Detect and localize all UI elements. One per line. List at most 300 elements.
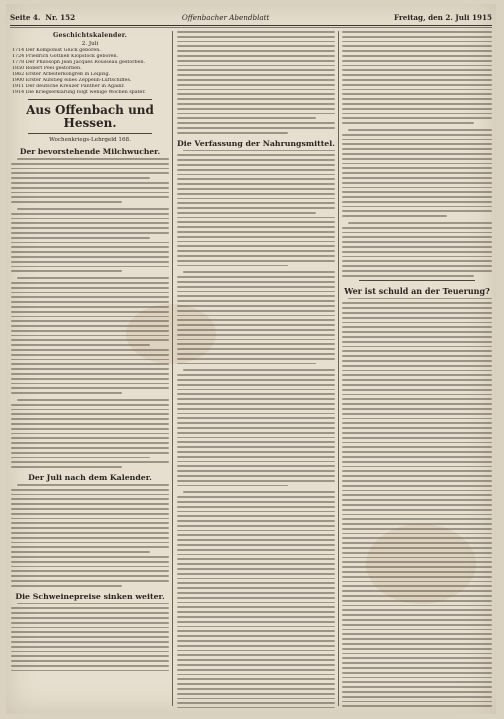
text-line: [342, 576, 492, 578]
text-line: [11, 251, 169, 253]
column-separator: [338, 31, 339, 706]
text-line: [177, 496, 335, 498]
text-line: [177, 117, 316, 119]
text-line: [11, 354, 169, 356]
text-line: [342, 322, 492, 324]
divider: [28, 99, 152, 100]
text-line: [177, 348, 335, 350]
page-header: [10, 10, 492, 24]
text-line: [342, 251, 492, 253]
text-line: [11, 452, 169, 454]
text-line: [342, 427, 492, 429]
text-line: [342, 241, 492, 243]
text-line: [177, 41, 335, 43]
text-line: [342, 370, 492, 372]
text-line: [177, 295, 335, 297]
text-line: [342, 93, 492, 95]
text-line: [348, 222, 492, 224]
header-rule-thin: [10, 27, 492, 28]
text-line: [342, 55, 492, 57]
text-line: [342, 514, 492, 516]
text-line: [177, 515, 335, 517]
text-line: [177, 45, 335, 47]
text-line: [342, 398, 492, 400]
text-line: [342, 270, 492, 272]
text-line: [177, 568, 335, 570]
text-line: [342, 509, 492, 511]
text-line: [342, 206, 492, 208]
text-line: [342, 609, 492, 611]
text-line: [177, 592, 335, 594]
text-line: [177, 164, 335, 166]
text-line: [177, 688, 335, 690]
text-line: [177, 408, 335, 410]
text-line: [11, 292, 169, 294]
text-line: [11, 287, 169, 289]
text-line: [342, 227, 492, 229]
text-line: [342, 50, 492, 52]
text-line: [11, 320, 169, 322]
text-line: [11, 256, 169, 258]
calendar-entry: 1914 Die Kriegserklärung folgt wenige Wochen später.: [12, 90, 146, 95]
text-line: [342, 466, 492, 468]
text-line: [177, 506, 335, 508]
text-line: [177, 250, 335, 252]
text-line: [11, 532, 169, 534]
text-line: [11, 466, 122, 468]
text-line: [177, 413, 335, 415]
section-subline: Wochenkriegs-Lehrgeld 168.: [49, 137, 131, 143]
text-line: [11, 335, 169, 337]
text-line: [177, 645, 335, 647]
text-line: [11, 270, 122, 272]
text-line: [342, 113, 492, 115]
text-line: [342, 523, 492, 525]
text-line: [177, 650, 335, 652]
text-line: [342, 418, 492, 420]
text-line: [177, 384, 335, 386]
text-line: [342, 317, 492, 319]
text-line: [342, 542, 492, 544]
text-line: [177, 403, 335, 405]
text-line: [177, 69, 335, 71]
text-line: [11, 168, 169, 170]
text-line: [177, 198, 335, 200]
text-line: [342, 590, 492, 592]
text-line: [177, 188, 335, 190]
text-line: [177, 475, 335, 477]
text-line: [342, 134, 492, 136]
text-line: [342, 201, 492, 203]
text-line: [177, 339, 335, 341]
text-line: [11, 359, 169, 361]
text-line: [177, 353, 335, 355]
text-line: [177, 319, 335, 321]
text-line: [11, 522, 169, 524]
newspaper-page: [6, 4, 496, 714]
column-2: [176, 31, 336, 708]
article-title: Der Juli nach dem Kalender.: [28, 473, 152, 482]
text-line: [177, 265, 288, 267]
text-line: [177, 324, 335, 326]
text-line: [177, 98, 335, 100]
text-line: [342, 528, 492, 530]
text-line: [11, 518, 169, 520]
text-line: [342, 571, 492, 573]
text-line: [342, 389, 492, 391]
text-line: [342, 143, 492, 145]
article-body: [11, 603, 169, 672]
calendar-entry: 1714 Der Komponist Gluck geboren.: [12, 48, 101, 53]
text-line: [177, 374, 335, 376]
article-body: [11, 484, 169, 587]
text-line: [342, 696, 492, 698]
text-line: [177, 65, 335, 67]
text-line: [177, 329, 335, 331]
text-line: [342, 336, 492, 338]
text-line: [177, 305, 335, 307]
text-line: [177, 286, 335, 288]
text-line: [11, 612, 169, 614]
text-line: [342, 36, 492, 38]
text-line: [11, 537, 169, 539]
text-line: [177, 36, 335, 38]
text-line: [11, 201, 122, 203]
column-1: [10, 31, 170, 708]
text-line: [177, 664, 335, 666]
text-line: [342, 191, 492, 193]
text-line: [11, 213, 169, 215]
text-line: [177, 169, 335, 171]
text-line: [11, 641, 169, 643]
text-line: [342, 585, 492, 587]
text-line: [11, 227, 169, 229]
text-line: [177, 640, 335, 642]
text-line: [342, 384, 492, 386]
text-line: [177, 554, 335, 556]
text-line: [342, 84, 492, 86]
text-line: [342, 158, 492, 160]
text-line: [11, 261, 169, 263]
text-line: [342, 595, 492, 597]
article-body: [177, 150, 335, 708]
calendar-entry: 1900 Erster Aufstieg eines Zeppelin-Luftschiffes.: [12, 78, 132, 83]
text-line: [11, 409, 169, 411]
text-line: [11, 182, 169, 184]
text-line: [342, 232, 492, 234]
text-line: [342, 485, 492, 487]
text-line: [11, 513, 169, 515]
divider: [359, 280, 475, 281]
text-line: [177, 159, 335, 161]
text-line: [11, 542, 169, 544]
column-3: [341, 31, 493, 708]
text-line: [177, 501, 335, 503]
text-line: [342, 65, 492, 67]
text-line: [11, 222, 169, 224]
text-line: [177, 520, 335, 522]
text-line: [11, 172, 169, 174]
text-line: [348, 298, 492, 300]
text-line: [177, 702, 335, 704]
text-line: [342, 260, 492, 262]
text-line: [177, 578, 335, 580]
text-line: [177, 231, 335, 233]
newspaper-name: Offenbacher Abendblatt: [181, 12, 270, 22]
text-line: [177, 654, 335, 656]
text-line: [11, 232, 169, 234]
text-line: [348, 129, 492, 131]
text-line: [342, 307, 492, 309]
text-line: [342, 275, 474, 277]
text-line: [11, 670, 169, 672]
text-line: [11, 387, 169, 389]
text-line: [342, 74, 492, 76]
text-line: [11, 349, 169, 351]
text-line: [342, 172, 492, 174]
text-line: [342, 638, 492, 640]
text-line: [342, 643, 492, 645]
text-line: [177, 193, 335, 195]
text-line: [177, 582, 335, 584]
article-title: Die Verfassung der Nahrungsmittel.: [177, 138, 335, 148]
text-line: [342, 701, 492, 703]
text-line: [342, 537, 492, 539]
text-line: [11, 316, 169, 318]
text-line: [11, 617, 169, 619]
text-line: [177, 174, 335, 176]
text-line: [177, 630, 335, 632]
text-line: [177, 659, 335, 661]
text-line: [177, 470, 335, 472]
text-line: [11, 461, 169, 463]
text-line: [11, 665, 169, 667]
text-line: [342, 451, 492, 453]
text-line: [11, 631, 169, 633]
text-line: [342, 365, 492, 367]
text-line: [11, 378, 169, 380]
text-line: [11, 306, 169, 308]
text-line: [11, 404, 169, 406]
text-line: [342, 490, 492, 492]
text-line: [11, 457, 150, 459]
text-line: [342, 45, 492, 47]
text-line: [177, 363, 316, 365]
text-line: [342, 60, 492, 62]
text-line: [177, 127, 335, 129]
text-line: [342, 442, 492, 444]
text-line: [17, 603, 169, 605]
text-line: [11, 622, 169, 624]
text-line: [342, 122, 474, 124]
text-line: [342, 624, 492, 626]
text-line: [177, 260, 335, 262]
text-line: [177, 461, 335, 463]
text-line: [177, 669, 335, 671]
text-line: [177, 236, 335, 238]
text-line: [11, 575, 169, 577]
text-line: [342, 148, 492, 150]
text-line: [11, 646, 169, 648]
text-line: [177, 84, 335, 86]
text-line: [342, 302, 492, 304]
text-line: [177, 606, 335, 608]
calendar-title: Geschichtskalender.: [53, 32, 127, 39]
text-line: [11, 660, 169, 662]
text-line: [11, 580, 169, 582]
text-line: [11, 330, 169, 332]
text-line: [177, 674, 335, 676]
text-line: [342, 379, 492, 381]
text-line: [342, 167, 492, 169]
text-line: [342, 475, 492, 477]
article-title: Die Schweinepreise sinken weiter.: [15, 591, 165, 601]
text-line: [177, 108, 335, 110]
text-line: [177, 480, 335, 482]
text-line: [177, 573, 335, 575]
text-line: [342, 98, 492, 100]
text-line: [342, 619, 492, 621]
text-line: [342, 614, 492, 616]
text-line: [342, 653, 492, 655]
text-line: [177, 417, 335, 419]
text-line: [177, 103, 335, 105]
text-line: [342, 355, 492, 357]
text-line: [11, 433, 169, 435]
text-line: [342, 672, 492, 674]
text-line: [177, 389, 335, 391]
text-line: [17, 399, 169, 401]
text-line: [177, 616, 335, 618]
text-line: [342, 413, 492, 415]
text-line: [11, 494, 169, 496]
text-line: [177, 698, 335, 700]
calendar-entry: 1850 Robert Peel gestorben.: [12, 66, 82, 71]
text-line: [17, 277, 169, 279]
text-line: [177, 212, 316, 214]
text-line: [11, 325, 169, 327]
text-line: [11, 392, 122, 394]
text-line: [342, 557, 492, 559]
article-title: Wer ist schuld an der Teuerung?: [344, 285, 490, 296]
text-line: [11, 508, 169, 510]
text-line: [11, 163, 169, 165]
text-line: [342, 533, 492, 535]
text-line: [177, 485, 288, 487]
text-line: [342, 605, 492, 607]
text-line: [11, 192, 169, 194]
text-line: [177, 202, 335, 204]
text-line: [342, 662, 492, 664]
text-line: [342, 215, 447, 217]
article-body: [342, 31, 492, 277]
text-line: [177, 207, 335, 209]
text-line: [11, 655, 169, 657]
text-line: [11, 187, 169, 189]
text-line: [11, 344, 150, 346]
text-line: [177, 422, 335, 424]
text-line: [11, 339, 169, 341]
text-line: [177, 530, 335, 532]
text-line: [177, 154, 335, 156]
text-line: [342, 31, 492, 33]
text-line: [177, 432, 335, 434]
text-line: [11, 489, 169, 491]
text-line: [342, 422, 492, 424]
text-line: [177, 534, 335, 536]
text-line: [342, 561, 492, 563]
text-line: [342, 346, 492, 348]
text-line: [177, 626, 335, 628]
text-line: [342, 41, 492, 43]
text-line: [11, 556, 169, 558]
text-line: [177, 693, 335, 695]
text-line: [177, 563, 335, 565]
text-line: [177, 558, 335, 560]
text-line: [177, 621, 335, 623]
text-line: [11, 368, 169, 370]
text-line: [177, 255, 335, 257]
text-line: [177, 379, 335, 381]
text-line: [177, 539, 335, 541]
text-line: [11, 627, 169, 629]
text-line: [177, 74, 335, 76]
text-line: [342, 341, 492, 343]
text-line: [342, 312, 492, 314]
calendar-entry: 1778 Der Philosoph Jean Jacques Rousseau gestorben.: [12, 60, 146, 65]
text-line: [11, 585, 122, 587]
text-line: [177, 113, 335, 115]
text-line: [342, 210, 492, 212]
text-line: [342, 518, 492, 520]
text-line: [17, 208, 169, 210]
text-line: [342, 446, 492, 448]
text-line: [177, 79, 335, 81]
text-line: [342, 196, 492, 198]
text-line: [342, 657, 492, 659]
text-line: [342, 480, 492, 482]
text-line: [342, 581, 492, 583]
text-line: [177, 300, 335, 302]
text-line: [342, 494, 492, 496]
text-line: [183, 491, 335, 493]
text-line: [11, 566, 169, 568]
calendar-entry: 1724 Friedrich Gottlieb Klopstock geboren.: [12, 54, 119, 59]
calendar-date: 2. Juli: [81, 41, 99, 47]
text-line: [342, 403, 492, 405]
text-line: [177, 226, 335, 228]
text-line: [342, 360, 492, 362]
text-line: [11, 607, 169, 609]
text-line: [11, 442, 169, 444]
text-line: [11, 636, 169, 638]
text-line: [177, 93, 335, 95]
text-line: [11, 503, 169, 505]
text-line: [342, 437, 492, 439]
text-line: [177, 60, 335, 62]
text-line: [342, 79, 492, 81]
text-line: [11, 546, 169, 548]
text-line: [342, 681, 492, 683]
text-line: [177, 587, 335, 589]
text-line: [342, 566, 492, 568]
text-line: [11, 383, 169, 385]
text-line: [11, 311, 169, 313]
text-line: [342, 350, 492, 352]
page-number: Seite 4. Nr. 152: [10, 12, 76, 22]
text-line: [177, 245, 335, 247]
text-line: [342, 552, 492, 554]
